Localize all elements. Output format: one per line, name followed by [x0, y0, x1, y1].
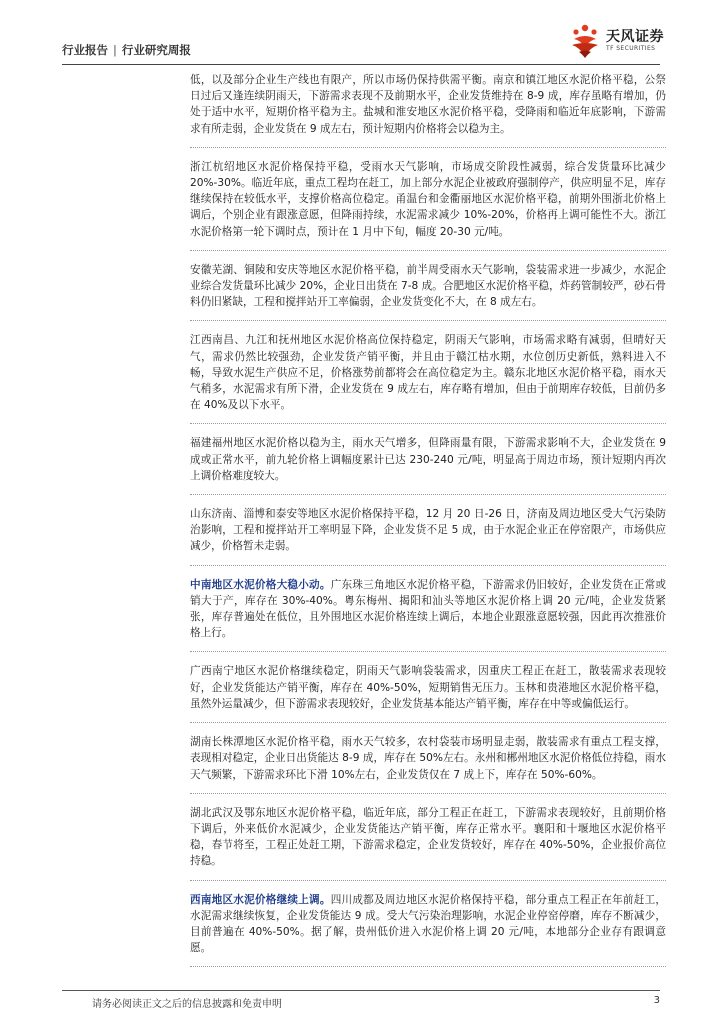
footer-divider	[62, 990, 660, 991]
paragraph-text: 广西南宁地区水泥价格继续稳定，阴雨天气影响袋装需求，因重庆工程正在赶工，散装需求表现较好，企业发货能达产销平衡，库存在 40%-50%，短期销售无压力。玉林和贵港地区水泥价格平稳，虽然外运量减少，但下游需求表现较好，企业发货基本能达产销平衡，库存在中等或偏低运行。	[190, 665, 666, 710]
paragraph	[190, 577, 666, 653]
paragraph-text: 广东珠三角地区水泥价格平稳，下游需求仍旧较好，企业发货在正常或销大于产，库存在 30%-40%。粤东梅州、揭阳和汕头等地区水泥价格上调 20 元/吨，企业发货紧张，库存普遍处在低位，且外围地区水泥价格连续上调后，本地企业跟涨意愿较强，因此再次推涨价格上行。	[190, 578, 666, 640]
logo-icon	[568, 23, 602, 59]
paragraph	[190, 892, 666, 968]
logo-name: 天风证券	[606, 29, 664, 45]
paragraph-text: 湖北武汉及鄂东地区水泥价格平稳，临近年底，部分工程正在赶工，下游需求表现较好，且前期价格下调后，外来低价水泥减少，企业发货能达产销平衡，库存正常水平。襄阳和十堰地区水泥价格平稳，春节将至，工程正处赶工期，下游需求稳定，企业发货较好，库存在 40%-50%，企业报价高位持稳。	[190, 806, 666, 868]
page-header	[0, 0, 724, 70]
paragraph	[190, 435, 666, 495]
paragraph-text: 湖南长株潭地区水泥价格平稳，雨水天气较多，农村袋装市场明显走弱，散装需求有重点工程支撑，表现相对稳定，企业日出货能达 8-9 成，库存在 50%左右。永州和郴州地区水泥价格低位持稳，雨水天气频繁，下游需求环比下滑 10%左右，企业发货仅在 7 成上下，库存在 50%-60%。	[190, 736, 666, 781]
paragraph-text: 山东济南、淄博和泰安等地区水泥价格保持平稳，12 月 20 日-26 日，济南及周边地区受大气污染防治影响，工程和搅拌站开工率明显下降，企业发货不足 5 成，由于水泥企业正在停窑限产，市场供应减少，价格暂未走弱。	[190, 508, 666, 553]
company-logo	[568, 22, 664, 60]
paragraph-text: 四川成都及周边地区水泥价格保持平稳，部分重点工程正在年前赶工，水泥需求继续恢复，企业发货能达 9 成。受大气污染治理影响，水泥企业停窑停磨，库存不断减少，目前普遍在 40%-50%。据了解，贵州低价进入水泥价格上调 20 元/吨，本地部分企业存有跟调意愿。	[190, 893, 666, 955]
paragraph-lead: 中南地区水泥价格大稳小动。	[190, 578, 331, 591]
report-category	[62, 42, 191, 58]
paragraph	[190, 159, 666, 251]
paragraph	[190, 262, 666, 322]
paragraph-text: 低，以及部分企业生产线也有限产，所以市场仍保持供需平衡。南京和镇江地区水泥价格平稳，公祭日过后又逢连续阴雨天，下游需求表现不及前期水平，企业发货维持在 8-9 成，库存虽略有增加，仍处于适中水平，短期价格平稳为主。盐城和淮安地区水泥价格平稳，受降雨和临近年底影响，下游需求有所走弱，企业发货在 9 成左右，预计短期内价格将会以稳为主。	[190, 74, 666, 135]
logo-english: TF SECURITIES	[606, 45, 656, 52]
header-divider	[62, 64, 660, 65]
paragraph-text: 浙江杭绍地区水泥价格保持平稳，受雨水天气影响，市场成交阶段性减弱，综合发货量环比减少 20%-30%。临近年底，重点工程均在赶工，加上部分水泥企业被政府强制停产，供应明显不足，库存继续保持在较低水平，支撑价格高位稳定。甬温台和金衢丽地区水泥价格平稳，前期外围浙北价格上调后，个别企业有跟涨意愿，但降雨持续，水泥需求减少 10%-20%，价格再上调可能性不大。浙江水泥价格第一轮下调时点，预计在 1 月中下旬，幅度 20-30 元/吨。	[190, 160, 666, 238]
paragraph-text: 江西南昌、九江和抚州地区水泥价格高位保持稳定，阴雨天气影响，市场需求略有减弱，但晴好天气，需求仍然比较强劲，企业发货产销平衡，并且由于赣江枯水期，水位创历史新低，熟料进入不畅，导致水泥生产供应不足，价格涨势前都将会在高位稳定为主。赣东北地区水泥价格平稳，雨水天气稍多，水泥需求有所下滑，企业发货在 9 成左右，库存略有增加，但由于前期库存较低，目前仍多在 40%及以下水平。	[190, 334, 666, 412]
paragraph-lead: 西南地区水泥价格继续上调。	[190, 893, 331, 906]
paragraph	[190, 332, 666, 424]
paragraph	[190, 72, 666, 148]
paragraph	[190, 805, 666, 881]
header-separator: |	[113, 43, 117, 57]
paragraph-text: 福建福州地区水泥价格以稳为主，雨水天气增多，但降雨量有限，下游需求影响不大，企业发货在 9 成或正常水平，前九轮价格上调幅度累计已达 230-240 元/吨，明显高于周边市场，预计短期内再次上调价格难度较大。	[190, 437, 666, 482]
paragraph	[190, 734, 666, 794]
report-subtype: 行业研究周报	[121, 43, 191, 57]
page-number: 3	[653, 995, 660, 1006]
paragraph	[190, 663, 666, 723]
paragraph-text: 安徽芜湖、铜陵和安庆等地区水泥价格平稳，前半周受雨水天气影响，袋装需求进一步减少，水泥企业综合发货量环比减少 20%，企业日出货在 7-8 成。合肥地区水泥价格平稳，炸药管制较严，砂石骨料仍旧紧缺，工程和搅拌站开工率偏弱，企业发货变化不大，在 8 成左右。	[190, 263, 666, 309]
article-body	[190, 72, 666, 978]
paragraph	[190, 506, 666, 566]
disclaimer-note: 请务必阅读正文之后的信息披露和免责申明	[92, 999, 282, 1010]
report-type: 行业报告	[62, 43, 108, 57]
